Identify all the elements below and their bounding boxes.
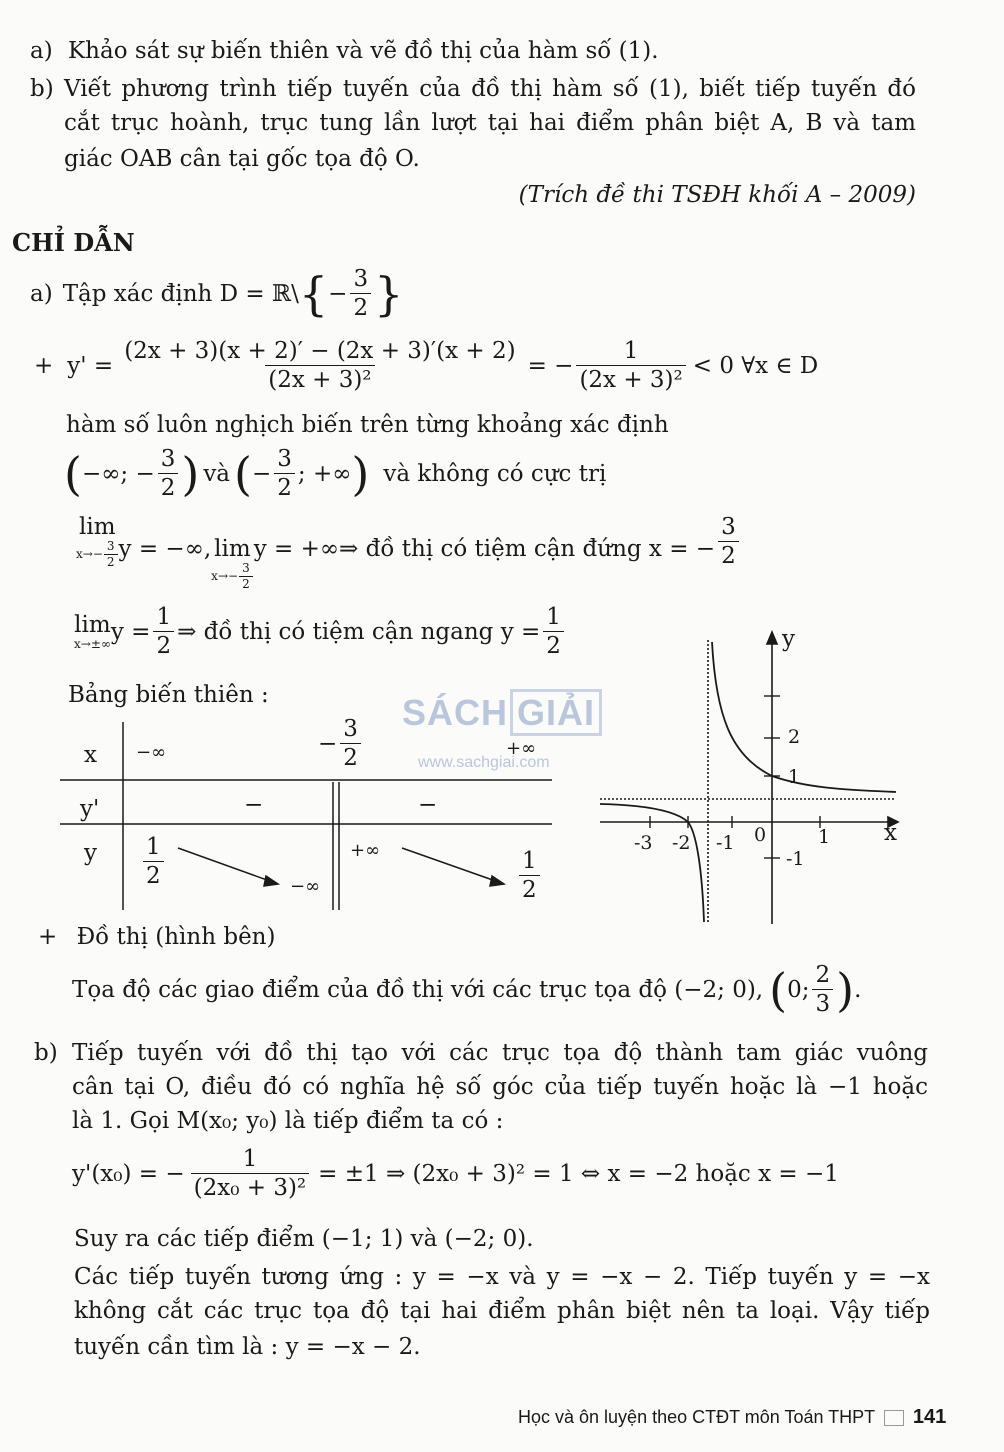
numerator: 1	[156, 604, 172, 630]
limit-2-expr: y = +∞	[253, 536, 340, 562]
table-y-end	[516, 848, 543, 903]
part-b-line2: cân tại O, điều đó có nghĩa hệ số góc của tiếp tuyến hoặc là −1 hoặc	[72, 1074, 928, 1100]
horizontal-asymptote-text: ⇒ đồ thị có tiệm cận ngang y =	[177, 618, 541, 645]
item-label: a)	[30, 280, 53, 307]
problem-source: (Trích đề thi TSĐH khối A – 2009)	[518, 182, 916, 208]
fraction	[519, 848, 540, 903]
fraction	[191, 1146, 310, 1201]
denominator: 2	[158, 473, 179, 501]
fraction	[340, 716, 361, 771]
paren-left: (	[769, 962, 788, 1017]
equals-minus: = −	[527, 352, 574, 379]
lim-word: lim	[214, 536, 251, 562]
interval2-right: ; +∞	[297, 460, 352, 487]
problem-b-label: b)	[30, 76, 54, 102]
bullet-plus: +	[34, 352, 54, 379]
table-x-pos-inf: +∞	[506, 738, 537, 759]
table-y-pos-inf: +∞	[350, 840, 381, 861]
denominator: 2	[350, 293, 371, 321]
graph-tick-x: -1	[716, 832, 735, 854]
graph-y-label: y	[782, 626, 795, 652]
interval2-text: −	[251, 460, 272, 487]
eq-left: y'(x₀) = −	[72, 1160, 185, 1187]
numerator: (2x + 3)(x + 2)′ − (2x + 3)′(x + 2)	[124, 338, 516, 364]
part-b-line3: là 1. Gọi M(x₀; y₀) là tiếp điểm ta có :	[72, 1108, 504, 1134]
graph-caption-line	[38, 924, 275, 950]
numerator: 2	[815, 962, 831, 988]
limit-1-expr: y = −∞,	[118, 536, 212, 562]
table-row-yprime: y'	[80, 796, 100, 822]
brace-left: {	[298, 266, 329, 321]
fraction	[143, 834, 164, 889]
denominator: (2x₀ + 3)²	[191, 1173, 310, 1201]
denominator: 2	[543, 631, 564, 659]
item-label: a)	[30, 38, 53, 64]
denominator: 2	[104, 554, 118, 569]
table-title: Bảng biến thiên :	[68, 682, 269, 708]
numerator: 1	[623, 338, 639, 364]
problem-a-text: Khảo sát sự biến thiên và vẽ đồ thị của hàm số (1).	[68, 38, 659, 64]
problem-b-line1: Viết phương trình tiếp tuyến của đồ thị hàm số (1), biết tiếp tuyến đó	[64, 76, 916, 102]
numerator: 3	[160, 446, 176, 472]
zero-semi: 0;	[787, 976, 810, 1003]
y-axis-arrow	[767, 632, 777, 644]
numerator: 3	[721, 514, 736, 540]
table-row-y: y	[84, 840, 97, 866]
brace-right: }	[374, 266, 404, 321]
paren-left: (	[234, 446, 252, 501]
denominator: 2	[153, 631, 174, 659]
graph-tick-x: 0	[754, 824, 767, 846]
numerator: 1	[242, 1146, 258, 1172]
inequality: < 0 ∀x ∈ D	[692, 352, 819, 379]
problem-b-line3: giác OAB cân tại gốc tọa độ O.	[64, 146, 420, 172]
monotone-text: hàm số luôn nghịch biến trên từng khoảng xác định	[66, 412, 669, 438]
limit-3-expr: y =	[110, 618, 151, 645]
and-word: và	[203, 460, 231, 487]
denominator: 2	[718, 541, 739, 569]
table-x-neg-inf: −∞	[136, 742, 167, 763]
denominator: 2	[519, 875, 540, 903]
sub-text: x→−	[211, 569, 239, 584]
graph-tick-y: 1	[788, 766, 801, 788]
graph-tick-x: -2	[672, 832, 691, 854]
paren-right: )	[351, 446, 370, 501]
paren-right: )	[836, 962, 855, 1017]
intersections-text: Tọa độ các giao điểm của đồ thị với các trục tọa độ (−2; 0),	[72, 976, 764, 1003]
minus-sign: −	[328, 280, 348, 307]
footer	[518, 1406, 946, 1429]
period: .	[854, 976, 862, 1003]
numerator: 1	[522, 848, 537, 874]
denominator: 2	[239, 576, 253, 591]
bullet-plus: +	[38, 924, 58, 950]
eq-right: = ±1 ⇒ (2x₀ + 3)² = 1 ⇔ x = −2 hoặc x = −1	[318, 1160, 839, 1187]
domain-text: Tập xác định D = ℝ\	[62, 280, 299, 307]
tangent-line2: không cắt các trục tọa độ tại hai điểm phân biệt nên ta loại. Vậy tiếp	[74, 1298, 930, 1324]
graph-tick-y: -1	[786, 848, 805, 870]
denominator: 2	[143, 861, 164, 889]
page-number: 141	[912, 1406, 947, 1428]
numerator: 3	[106, 539, 115, 553]
part-b-label: b)	[34, 1040, 58, 1066]
watermark-right: GIẢI	[510, 689, 602, 736]
graph-tick-x: 1	[818, 826, 831, 848]
table-x-critical	[318, 716, 364, 771]
graph-tick-x: -3	[634, 832, 653, 854]
tangent-line3: tuyến cần tìm là : y = −x − 2.	[74, 1334, 421, 1360]
lim-word: lim	[74, 611, 111, 638]
table-yprime-sign-left: −	[244, 792, 264, 818]
table-y-neg-inf: −∞	[290, 876, 321, 897]
watermark-url: www.sachgiai.com	[418, 754, 550, 771]
intersections-line	[72, 962, 861, 1017]
book-icon	[884, 1410, 904, 1426]
minus-sign: −	[318, 730, 338, 757]
vertical-asymptote-text: ⇒ đồ thị có tiệm cận đứng x = −	[339, 536, 716, 562]
part-b-line1: Tiếp tuyến với đồ thị tạo với các trục tọa độ thành tam giác vuông	[72, 1040, 928, 1066]
numerator: 3	[343, 716, 358, 742]
yprime-label: y' =	[67, 352, 114, 379]
denominator: (2x + 3)²	[265, 365, 374, 393]
denominator: 3	[812, 989, 833, 1017]
lim-word: lim	[79, 514, 116, 540]
graph-x-label: x	[884, 820, 897, 846]
paren-right: )	[181, 446, 200, 501]
tangent-points: Suy ra các tiếp điểm (−1; 1) và (−2; 0).	[74, 1226, 534, 1252]
graph-caption: Đồ thị (hình bên)	[76, 924, 276, 950]
paren-left: (	[64, 446, 82, 501]
numerator: 1	[146, 834, 161, 860]
table-y-start	[140, 834, 167, 889]
right-branch	[712, 642, 896, 792]
sub-text: x→−	[76, 547, 103, 562]
numerator: 3	[353, 266, 369, 292]
function-graph	[596, 626, 906, 926]
no-extrema-text: và không có cực trị	[383, 460, 607, 487]
graph-tick-y: 2	[788, 726, 801, 748]
interval1-text: −∞; −	[81, 460, 155, 487]
limit-subscript: x→±∞	[74, 636, 111, 651]
tangent-equation	[72, 1146, 839, 1201]
denominator: 2	[340, 743, 361, 771]
table-row-x: x	[84, 742, 97, 768]
numerator: 3	[242, 561, 250, 575]
denominator: (2x + 3)²	[576, 365, 685, 393]
tangent-line1: Các tiếp tuyến tương ứng : y = −x và y = −x − 2. Tiếp tuyến y = −x	[74, 1264, 930, 1290]
section-heading: CHỈ DẪN	[12, 228, 135, 257]
problem-b-line2: cắt trục hoành, trục tung lần lượt tại hai điểm phân biệt A, B và tam	[64, 110, 916, 136]
fraction	[812, 962, 833, 1017]
watermark-left: SÁCH	[402, 692, 509, 733]
numerator: 3	[277, 446, 292, 472]
denominator: 2	[274, 473, 295, 501]
footer-text: Học và ôn luyện theo CTĐT môn Toán THPT	[518, 1407, 875, 1427]
numerator: 1	[546, 604, 561, 630]
table-yprime-sign-right: −	[418, 792, 438, 818]
